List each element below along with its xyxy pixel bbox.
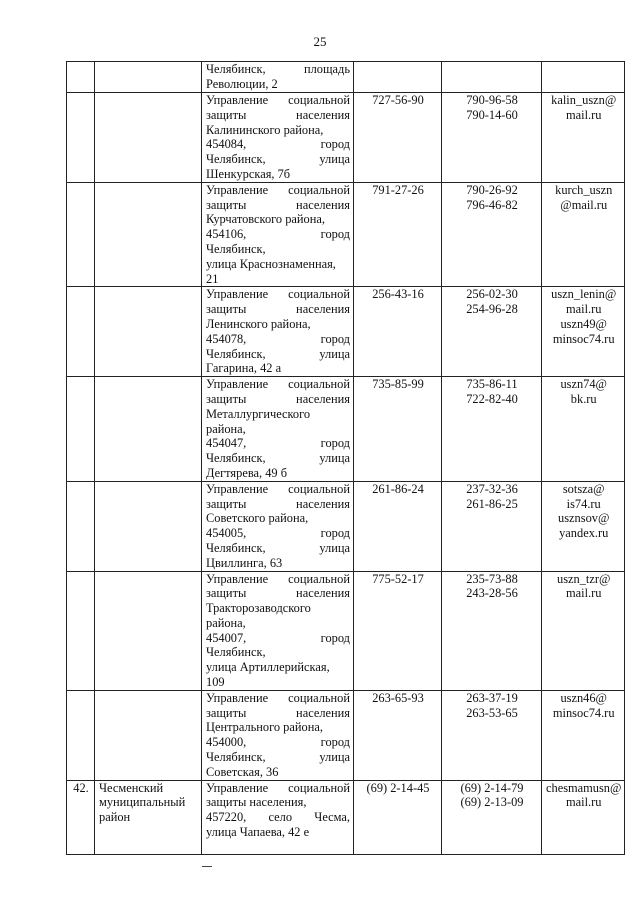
contacts-table xyxy=(66,61,625,855)
email-line: uszn_tzr@ xyxy=(557,571,611,586)
email-cell xyxy=(542,62,625,93)
fax-number: 722-82-40 xyxy=(466,391,518,406)
row-number-cell xyxy=(67,690,95,780)
email-line: @mail.ru xyxy=(560,197,608,212)
fax-number: 790-96-58 xyxy=(466,93,518,107)
district-cell xyxy=(95,287,202,377)
email-line: chesmamusn@ xyxy=(546,780,622,795)
phone-cell xyxy=(354,377,442,482)
email-line: sotsza@ xyxy=(562,481,605,496)
email-line: mail.ru xyxy=(565,107,602,122)
row-number-cell xyxy=(67,93,95,183)
fax-cell xyxy=(442,780,542,854)
address-line: Управление социальной xyxy=(206,571,350,586)
email-line: mail.ru xyxy=(565,302,602,317)
phone-number: 791-27-26 xyxy=(372,182,424,197)
email-line: minsoc74.ru xyxy=(552,705,615,720)
row-tsentralny xyxy=(67,690,625,780)
address-line: 454078, город xyxy=(206,331,350,346)
email-line: uszn_lenin@ xyxy=(551,287,617,302)
district-line: район xyxy=(99,810,131,825)
fax-number: 235-73-88 xyxy=(466,571,518,586)
fax-number: 237-32-36 xyxy=(466,481,518,496)
email-line: uszn74@ xyxy=(560,377,607,392)
address-line: Калининского района, xyxy=(206,122,324,137)
address-line: района, xyxy=(206,615,246,630)
address-cell xyxy=(202,377,354,482)
address-line: района, xyxy=(206,421,246,436)
email-line: mail.ru xyxy=(565,586,602,601)
row-leninsky xyxy=(67,287,625,377)
address-cell xyxy=(202,93,354,183)
address-cell xyxy=(202,690,354,780)
row-metallurgichesky xyxy=(67,377,625,482)
address-line: защиты населения xyxy=(206,496,350,511)
phone-cell xyxy=(354,62,442,93)
row-number-cell xyxy=(67,182,95,287)
district-cell xyxy=(95,93,202,183)
district-cell xyxy=(95,182,202,287)
row-number-cell xyxy=(67,377,95,482)
address-line: защиты населения xyxy=(206,391,350,406)
fax-number: 796-46-82 xyxy=(466,197,518,212)
address-line: Управление социальной xyxy=(206,377,350,392)
fax-number: 263-53-65 xyxy=(466,705,518,720)
email-line: is74.ru xyxy=(566,496,601,511)
address-line: улица Чапаева, 42 е xyxy=(206,825,310,840)
page-number: 25 xyxy=(313,34,327,49)
address-line: Советского района, xyxy=(206,511,309,526)
address-line: 457220, село Чесма, xyxy=(206,810,350,825)
address-line: Челябинск, xyxy=(206,645,266,660)
email-cell xyxy=(542,690,625,780)
fax-cell xyxy=(442,287,542,377)
address-line: Челябинск, улица xyxy=(206,451,350,466)
address-cell xyxy=(202,182,354,287)
row-continuation xyxy=(67,62,625,93)
phone-cell xyxy=(354,93,442,183)
address-line: Гагарина, 42 а xyxy=(206,361,282,376)
address-line: Челябинск, улица xyxy=(206,346,350,361)
email-line: uszn49@ xyxy=(560,316,607,331)
email-cell xyxy=(542,182,625,287)
district-cell xyxy=(95,571,202,690)
district-cell xyxy=(95,690,202,780)
address-line: 454007, город xyxy=(206,630,350,645)
address-line: Советская, 36 xyxy=(206,764,279,779)
row-kalininsky xyxy=(67,93,625,183)
phone-number: 256-43-16 xyxy=(372,287,424,302)
fax-number: 263-37-19 xyxy=(466,690,518,705)
address-line: Челябинск, площадь xyxy=(206,62,350,76)
district-line: муниципальный xyxy=(99,795,186,810)
address-line: Управление социальной xyxy=(206,287,350,302)
address-line: улица Краснознаменная, xyxy=(206,256,336,271)
address-line: Челябинск, улица xyxy=(206,750,350,765)
address-cell xyxy=(202,287,354,377)
fax-cell xyxy=(442,571,542,690)
district-cell xyxy=(95,780,202,854)
row-number-cell xyxy=(67,780,95,854)
email-line: mail.ru xyxy=(565,795,602,810)
address-line: 454047, город xyxy=(206,436,350,451)
phone-number: 735-85-99 xyxy=(372,377,424,392)
address-line: защиты населения xyxy=(206,107,350,122)
address-cell xyxy=(202,571,354,690)
email-cell xyxy=(542,93,625,183)
email-line: minsoc74.ru xyxy=(552,331,615,346)
row-number-cell xyxy=(67,481,95,571)
email-line: bk.ru xyxy=(570,391,597,406)
phone-number: 727-56-90 xyxy=(372,93,424,107)
fax-cell xyxy=(442,690,542,780)
row-traktorozavodsky xyxy=(67,571,625,690)
address-line: Шенкурская, 7б xyxy=(206,166,291,181)
address-line: Управление социальной xyxy=(206,481,350,496)
email-line: uszn46@ xyxy=(560,690,607,705)
address-line: защиты населения xyxy=(206,302,350,317)
phone-cell xyxy=(354,481,442,571)
fax-number: 243-28-56 xyxy=(466,586,518,601)
address-line: Челябинск, xyxy=(206,241,266,256)
fax-number: 735-86-11 xyxy=(466,377,518,392)
address-cell xyxy=(202,780,354,854)
district-cell xyxy=(95,377,202,482)
fax-cell xyxy=(442,93,542,183)
email-line: kurch_uszn xyxy=(555,182,613,197)
address-line: Челябинск, улица xyxy=(206,540,350,555)
fax-number: 256-02-30 xyxy=(466,287,518,302)
address-cell xyxy=(202,62,354,93)
fax-cell xyxy=(442,62,542,93)
row-chesmensky xyxy=(67,780,625,854)
phone-cell xyxy=(354,182,442,287)
contacts-table-body xyxy=(67,62,625,855)
address-line: 454005, город xyxy=(206,526,350,541)
address-line: Дегтярева, 49 б xyxy=(206,465,288,480)
address-line: 454084, город xyxy=(206,137,350,152)
fax-number: 261-86-25 xyxy=(466,496,518,511)
phone-cell xyxy=(354,571,442,690)
fax-number: 254-96-28 xyxy=(466,302,518,317)
address-line: Курчатовского района, xyxy=(206,212,325,227)
address-line: защиты населения xyxy=(206,705,350,720)
row-number-cell xyxy=(67,287,95,377)
fax-cell xyxy=(442,182,542,287)
email-line: usznsov@ xyxy=(558,511,610,526)
row-kurchatovsky xyxy=(67,182,625,287)
phone-number: 263-65-93 xyxy=(372,690,424,705)
phone-number: (69) 2-14-45 xyxy=(366,780,430,795)
address-line: Управление социальной xyxy=(206,182,350,197)
address-line: 21 xyxy=(206,271,219,286)
row-number-cell xyxy=(67,62,95,93)
address-line: Тракторозаводского xyxy=(206,601,311,616)
address-line: защиты населения xyxy=(206,197,350,212)
district-line: Чесменский xyxy=(99,780,164,795)
address-line: защиты населения, xyxy=(206,795,307,810)
district-cell xyxy=(95,62,202,93)
address-line: Челябинск, улица xyxy=(206,152,350,167)
address-line: Революции, 2 xyxy=(206,76,278,91)
fax-number: (69) 2-14-79 xyxy=(460,780,524,795)
fax-number: 790-26-92 xyxy=(466,182,518,197)
address-cell xyxy=(202,481,354,571)
phone-number: 261-86-24 xyxy=(372,481,424,496)
address-line: Центрального района, xyxy=(206,720,323,735)
address-line: Цвиллинга, 63 xyxy=(206,555,283,570)
row-sovetsky xyxy=(67,481,625,571)
address-line: 454106, город xyxy=(206,227,350,242)
email-cell xyxy=(542,780,625,854)
email-line: yandex.ru xyxy=(559,526,609,541)
fax-cell xyxy=(442,481,542,571)
address-line: улица Артиллерийская, xyxy=(206,660,330,675)
phone-cell xyxy=(354,780,442,854)
address-line: Металлургического xyxy=(206,406,311,421)
phone-number: 775-52-17 xyxy=(372,571,424,586)
row-number-cell xyxy=(67,571,95,690)
fax-cell xyxy=(442,377,542,482)
district-cell xyxy=(95,481,202,571)
row-number: 42. xyxy=(73,780,89,795)
email-cell xyxy=(542,287,625,377)
address-line: 109 xyxy=(206,675,225,690)
email-line: kalin_uszn@ xyxy=(551,93,617,107)
address-line: Управление социальной xyxy=(206,93,350,107)
email-cell xyxy=(542,377,625,482)
address-line: 454000, город xyxy=(206,735,350,750)
fax-number: (69) 2-13-09 xyxy=(460,795,524,810)
address-line: Управление социальной xyxy=(206,690,350,705)
fax-number: 790-14-60 xyxy=(466,107,518,122)
email-cell xyxy=(542,571,625,690)
footer-dash xyxy=(202,866,212,867)
phone-cell xyxy=(354,287,442,377)
email-cell xyxy=(542,481,625,571)
phone-cell xyxy=(354,690,442,780)
address-line: защиты населения xyxy=(206,586,350,601)
address-line: Управление социальной xyxy=(206,780,350,795)
address-line: Ленинского района, xyxy=(206,316,311,331)
